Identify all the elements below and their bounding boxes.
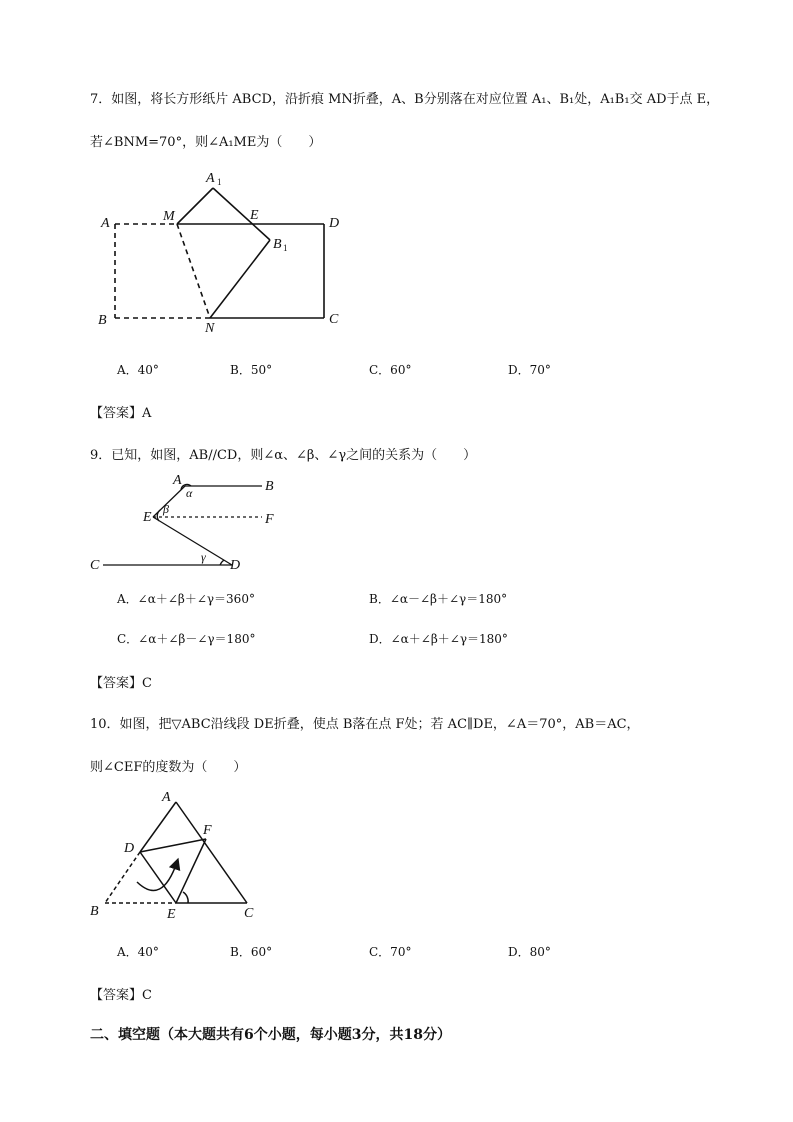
q7-stem-line2: 若∠BNM=70°，则∠A₁ME为（ ） bbox=[90, 135, 322, 150]
q10-arc-cef bbox=[183, 892, 188, 903]
q7-label-a1: A bbox=[206, 171, 215, 186]
q9-label-gamma: γ bbox=[201, 550, 206, 564]
q9-option-b: B．∠α－∠β＋∠γ＝180° bbox=[369, 592, 508, 606]
q10-answer: 【答案】C bbox=[90, 988, 152, 1003]
q7-option-a: A．40° bbox=[117, 363, 159, 377]
q7-option-c: C．60° bbox=[369, 363, 412, 377]
q9-answer: 【答案】C bbox=[90, 676, 152, 691]
q10-label-a: A bbox=[162, 790, 171, 805]
q9-label-alpha: α bbox=[186, 486, 193, 500]
q10-label-e: E bbox=[167, 907, 176, 922]
section2-heading: 二、填空题（本大题共有6个小题，每小题3分，共18分） bbox=[90, 1027, 451, 1043]
q7-option-d: D．70° bbox=[508, 363, 551, 377]
q7-label-e: E bbox=[250, 208, 259, 223]
q7-label-b1-sub: 1 bbox=[283, 243, 288, 253]
q7-label-c: C bbox=[329, 312, 339, 327]
q10-side-ad bbox=[140, 802, 176, 852]
q9-label-d: D bbox=[230, 558, 241, 573]
q7-option-b: B．50° bbox=[230, 363, 273, 377]
q10-line-df bbox=[140, 839, 206, 852]
q9-label-f: F bbox=[265, 512, 274, 527]
q9-option-d: D．∠α＋∠β＋∠γ＝180° bbox=[369, 632, 508, 646]
q10-label-f: F bbox=[203, 823, 212, 838]
q10-option-a: A．40° bbox=[117, 945, 159, 959]
q7-label-a: A bbox=[101, 216, 110, 231]
q9-stem: 9．已知，如图，AB//CD，则∠α、∠β、∠γ之间的关系为（ ） bbox=[90, 448, 477, 463]
q10-stem-line2: 则∠CEF的度数为（ ） bbox=[90, 760, 247, 775]
q10-side-db-dashed bbox=[105, 852, 140, 903]
q10-label-b: B bbox=[90, 904, 99, 919]
q10-option-d: D．80° bbox=[508, 945, 551, 959]
q7-label-b1: B bbox=[273, 237, 282, 252]
q7-label-n: N bbox=[205, 321, 215, 336]
q9-label-a: A bbox=[173, 473, 182, 488]
q7-label-m: M bbox=[163, 209, 175, 224]
q9-label-e: E bbox=[143, 510, 152, 525]
q7-label-b: B bbox=[98, 313, 107, 328]
q7-stem-line1: 7．如图，将长方形纸片 ABCD，沿折痕 MN折叠，A、B分别落在对应位置 A₁、B₁处，A₁B₁交 AD于点 E， bbox=[90, 92, 720, 107]
q10-option-b: B．60° bbox=[230, 945, 273, 959]
q9-option-a: A．∠α＋∠β＋∠γ＝360° bbox=[117, 592, 255, 606]
q10-stem-line1: 10．如图，把▽ABC沿线段 DE折叠，使点 B落在点 F处；若 AC∥DE，∠A＝70°，AB＝AC， bbox=[90, 717, 640, 732]
q9-label-beta: β bbox=[163, 502, 169, 516]
q10-option-c: C．70° bbox=[369, 945, 412, 959]
q9-label-c: C bbox=[90, 558, 100, 573]
q10-label-c: C bbox=[244, 906, 254, 921]
q9-option-c: C．∠α＋∠β－∠γ＝180° bbox=[117, 632, 256, 646]
q10-label-d: D bbox=[124, 841, 135, 856]
q10-side-ac bbox=[176, 802, 247, 903]
q7-label-a1-sub: 1 bbox=[217, 177, 222, 187]
q9-label-b: B bbox=[265, 479, 274, 494]
q10-line-fe bbox=[176, 839, 206, 903]
q7-label-d: D bbox=[329, 216, 340, 231]
q7-answer: 【答案】A bbox=[90, 406, 152, 421]
